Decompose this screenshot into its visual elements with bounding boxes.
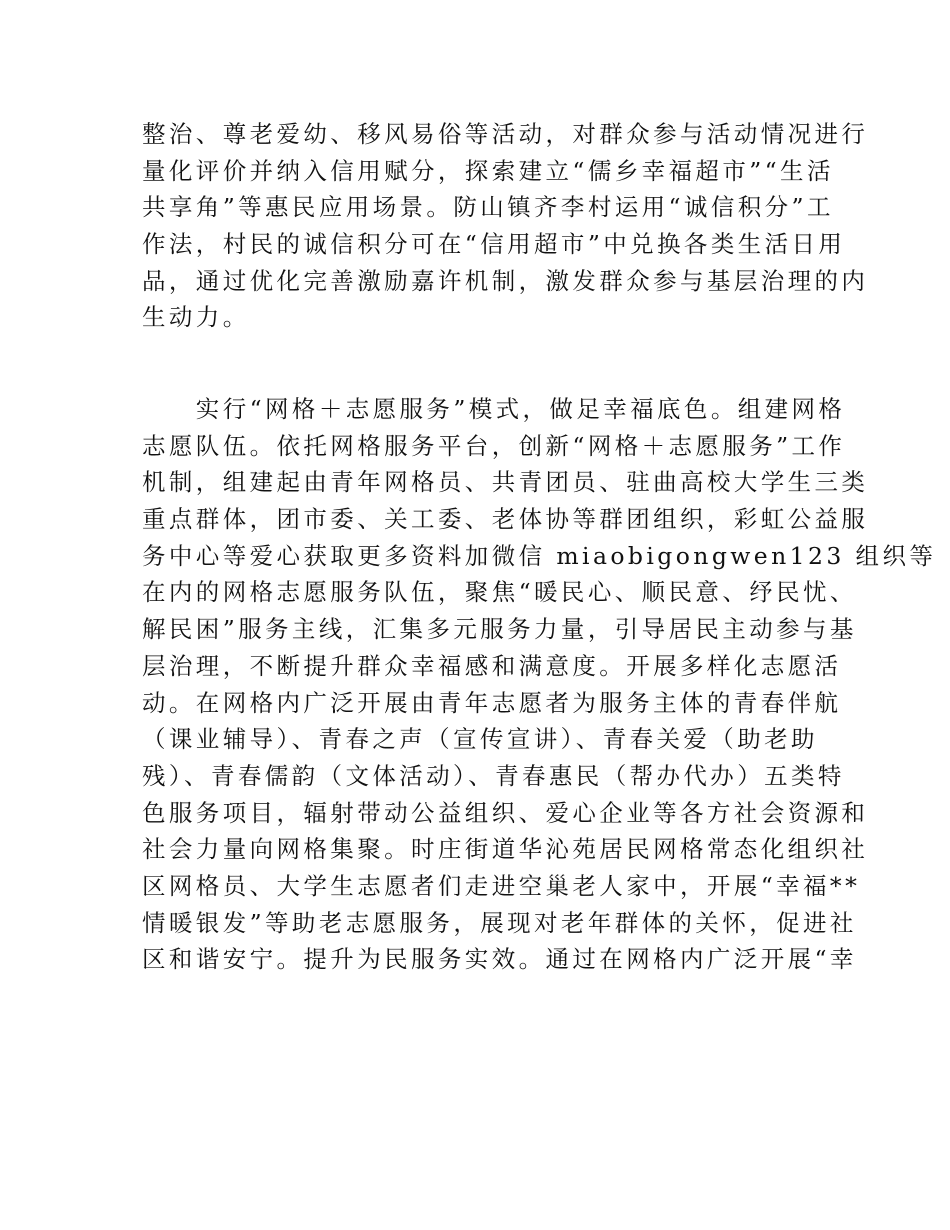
text-line: 量化评价并纳入信用赋分，探索建立“儒乡幸福超市”“生活 bbox=[142, 156, 834, 185]
text-line: 实行“网格＋志愿服务”模式，做足幸福底色。组建网格 bbox=[142, 395, 846, 423]
text-line: 志愿队伍。依托网格服务平台，创新“网格＋志愿服务”工作 bbox=[142, 431, 846, 460]
text-line: 解民困”服务主线，汇集多元服务力量，引导居民主动参与基 bbox=[142, 615, 857, 644]
text-line: 色服务项目，辐射带动公益组织、爱心企业等各方社会资源和 bbox=[142, 798, 869, 827]
text-line: 区和谐安宁。提升为民服务实效。通过在网格内广泛开展“幸 bbox=[142, 945, 857, 974]
paragraph-1 bbox=[142, 116, 869, 336]
text-line: 品，通过优化完善激励嘉许机制，激发群众参与基层治理的内 bbox=[142, 266, 869, 295]
text-line: 务中心等爱心获取更多资料加微信 miaobigongwen123 组织等 bbox=[142, 541, 937, 570]
text-line: 共享角”等惠民应用场景。防山镇齐李村运用“诚信积分”工 bbox=[142, 193, 834, 222]
text-line: 机制，组建起由青年网格员、共青团员、驻曲高校大学生三类 bbox=[142, 468, 869, 497]
text-line: 重点群体，团市委、关工委、老体协等群团组织，彩虹公益服 bbox=[142, 505, 869, 534]
text-line: 社会力量向网格集聚。时庄街道华沁苑居民网格常态化组织社 bbox=[142, 835, 869, 864]
text-line: 整治、尊老爱幼、移风易俗等活动，对群众参与活动情况进行 bbox=[142, 120, 869, 148]
text-line: 层治理，不断提升群众幸福感和满意度。开展多样化志愿活 bbox=[142, 651, 842, 680]
text-line: 在内的网格志愿服务队伍，聚焦“暖民心、顺民意、纾民忧、 bbox=[142, 578, 857, 607]
text-line: 动。在网格内广泛开展由青年志愿者为服务主体的青春伴航 bbox=[142, 688, 842, 717]
text-line: 区网格员、大学生志愿者们走进空巢老人家中，开展“幸福** bbox=[142, 871, 861, 900]
paragraph-2 bbox=[142, 391, 937, 978]
text-line: （课业辅导）、青春之声（宣传宣讲）、青春关爱（助老助 bbox=[142, 725, 818, 754]
text-line: 残）、青春儒韵（文体活动）、青春惠民（帮办代办）五类特 bbox=[142, 761, 845, 790]
text-line: 情暖银发”等助老志愿服务，展现对老年群体的关怀，促进社 bbox=[142, 908, 857, 937]
text-line: 作法，村民的诚信积分可在“信用超市”中兑换各类生活日用 bbox=[142, 230, 846, 259]
text-line: 生动力。 bbox=[142, 303, 250, 332]
